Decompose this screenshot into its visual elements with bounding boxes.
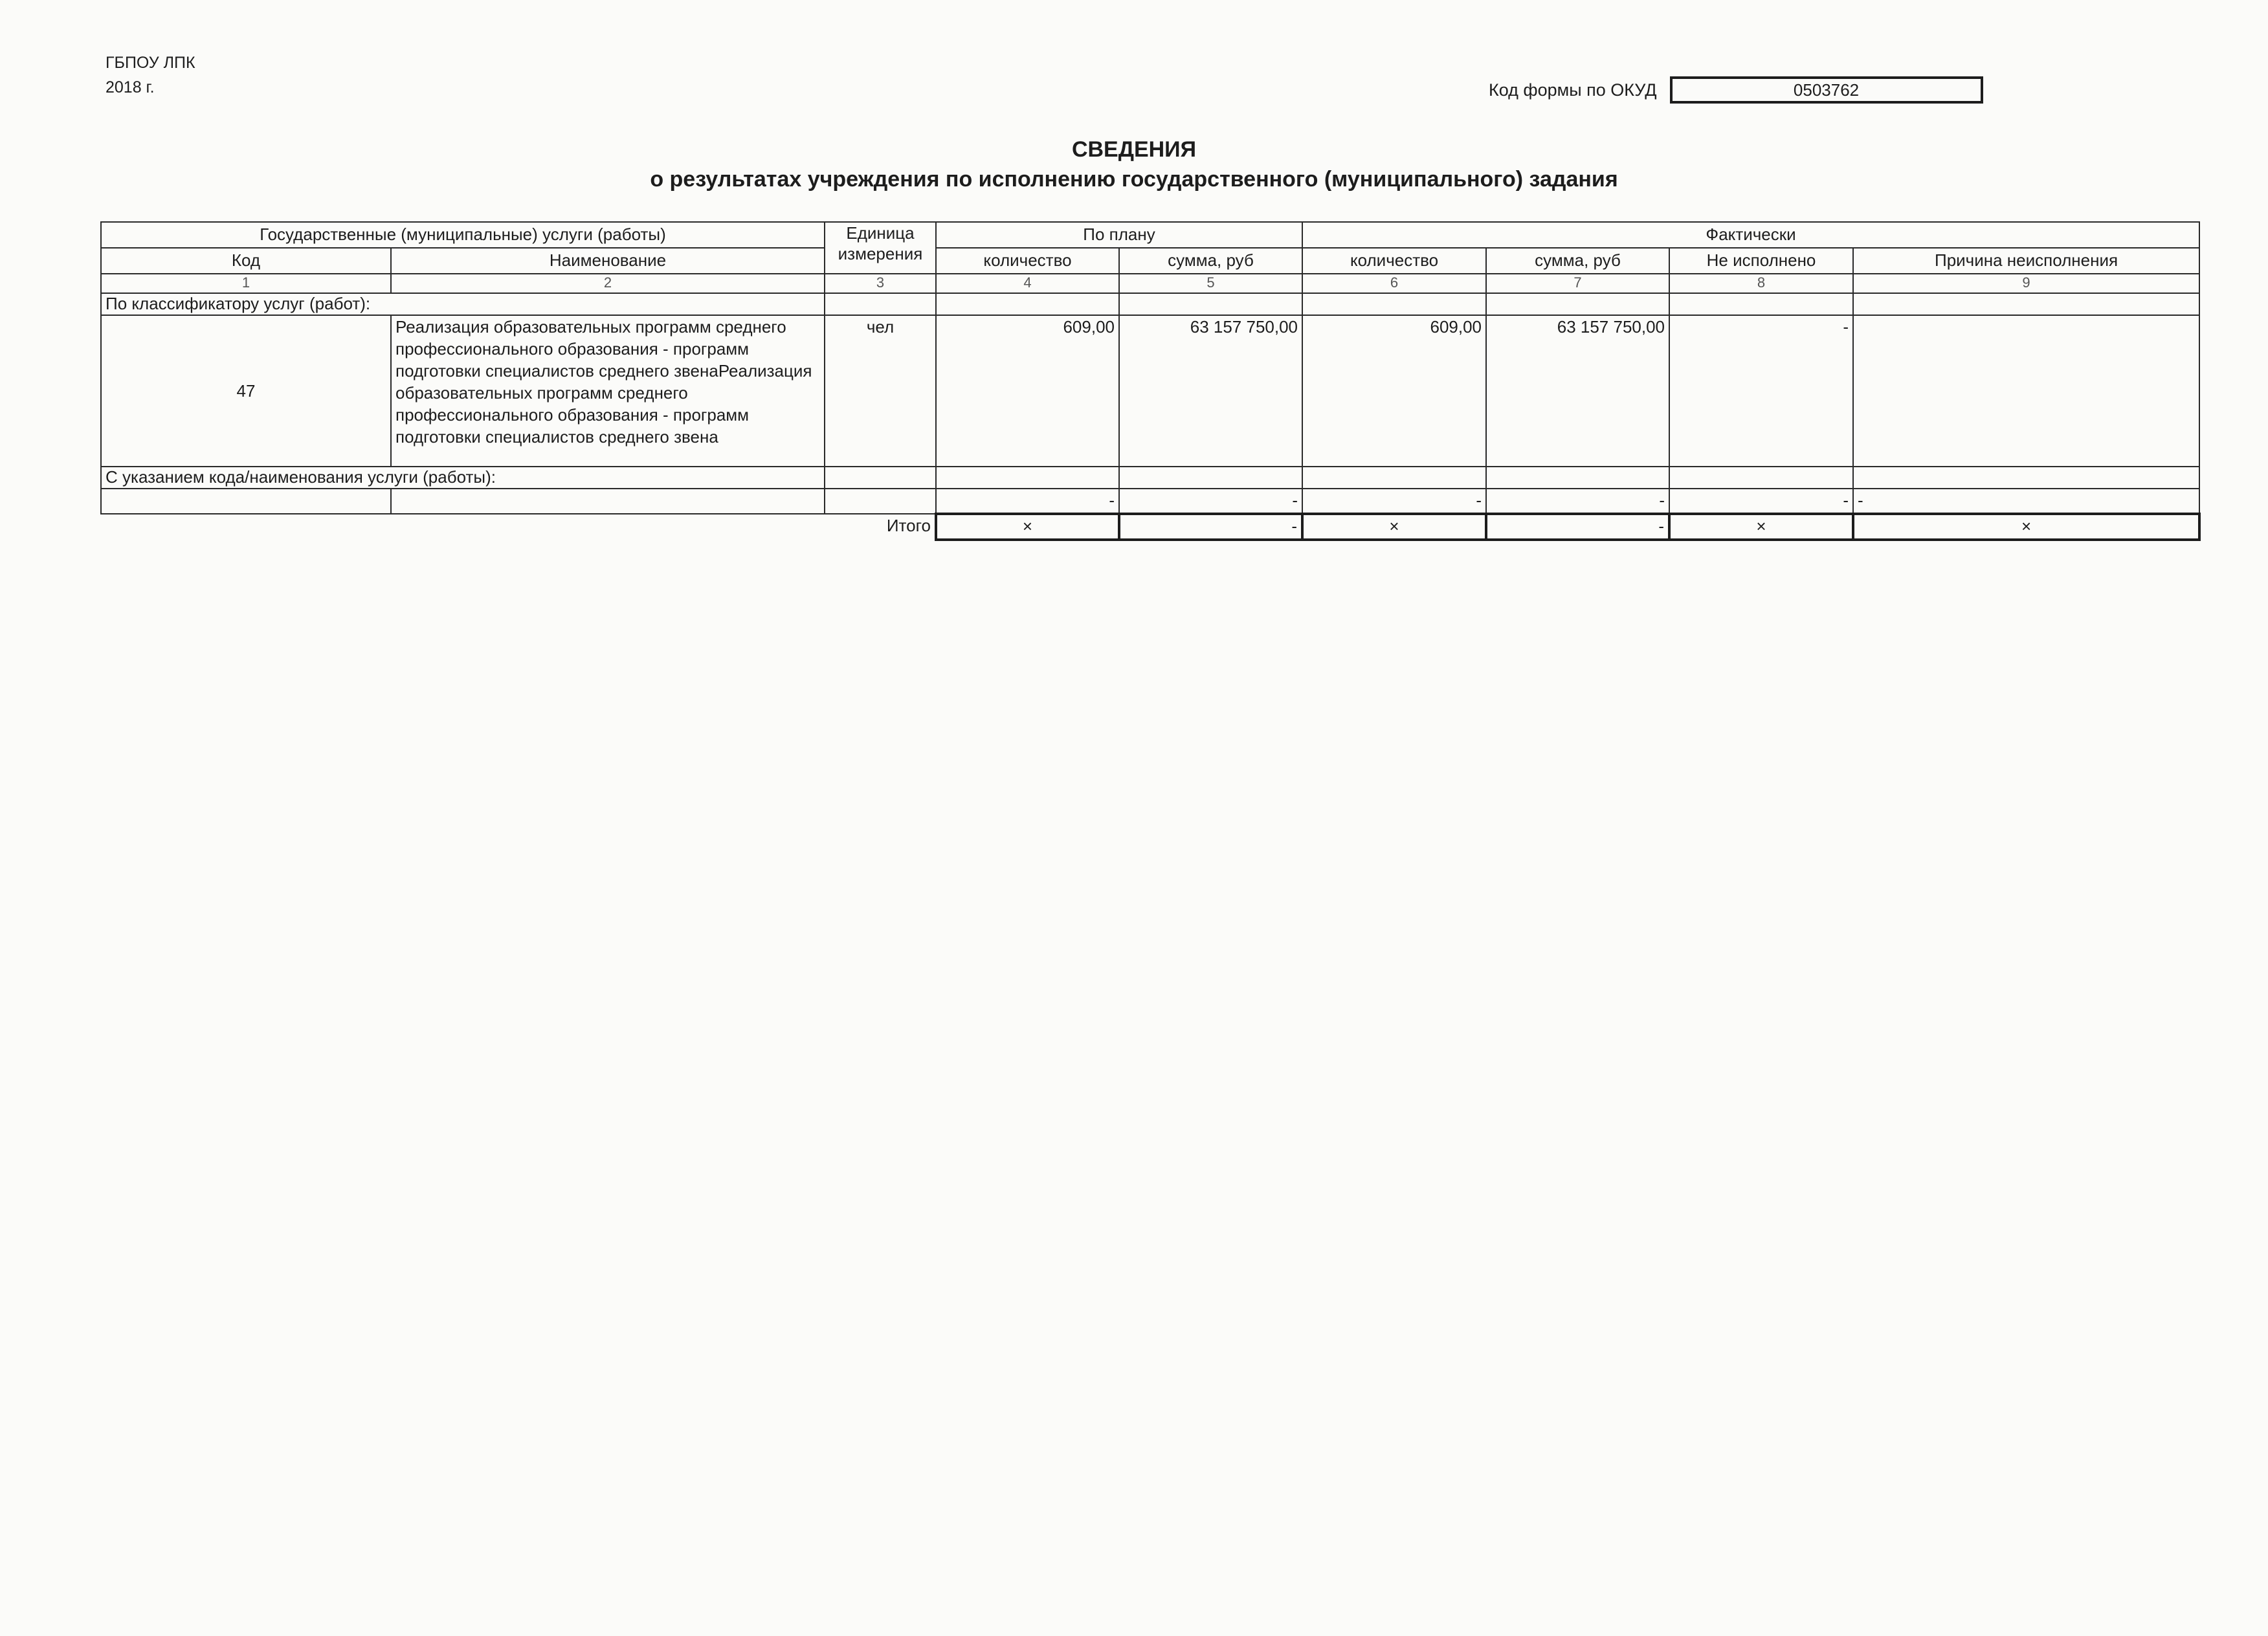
empty-cell	[936, 467, 1119, 489]
report-year: 2018 г.	[106, 78, 155, 96]
column-number: 2	[391, 274, 825, 293]
empty-cell	[1119, 293, 1302, 315]
service-unit: чел	[825, 315, 936, 467]
header-row-2	[101, 248, 2199, 274]
actual-sum: -	[1486, 489, 1669, 514]
section-classifier-label: По классификатору услуг (работ):	[101, 293, 825, 315]
total-actual-quantity: ×	[1302, 514, 1486, 540]
actual-quantity: -	[1302, 489, 1486, 514]
column-number: 9	[1853, 274, 2199, 293]
header-act-sum: сумма, руб	[1486, 248, 1669, 274]
empty-cell	[1486, 293, 1669, 315]
header-services: Государственные (муниципальные) услуги (работы)	[101, 222, 825, 248]
empty-cell	[1669, 293, 1853, 315]
plan-sum: -	[1119, 489, 1302, 514]
column-number: 7	[1486, 274, 1669, 293]
total-not-done: ×	[1669, 514, 1853, 540]
total-actual-sum: -	[1486, 514, 1669, 540]
column-number: 3	[825, 274, 936, 293]
not-done: -	[1669, 315, 1853, 467]
empty-cell	[1853, 293, 2199, 315]
column-number-row	[101, 274, 2199, 293]
header-not-done: Не исполнено	[1669, 248, 1853, 274]
okud-code-box: 0503762	[1670, 76, 1983, 104]
organization-block	[106, 50, 195, 100]
service-name: Реализация образовательных программ среднего профессионального образования - программ подготовки специалистов среднего звенаРеализация образовательных программ среднего профессионального образования - программ подготовки специалистов среднего звена	[391, 315, 825, 467]
header-reason: Причина неисполнения	[1853, 248, 2199, 274]
header-code: Код	[101, 248, 391, 274]
empty-cell	[1302, 293, 1486, 315]
header-plan-qty: количество	[936, 248, 1119, 274]
document-title	[0, 135, 2268, 194]
header-plan: По плану	[936, 222, 1302, 248]
empty-cell	[1302, 467, 1486, 489]
title-subtitle: о результатах учреждения по исполнению государственного (муниципального) задания	[650, 167, 1618, 192]
header-plan-sum: сумма, руб	[1119, 248, 1302, 274]
column-number: 6	[1302, 274, 1486, 293]
okud-label: Код формы по ОКУД	[1489, 80, 1657, 100]
table-row	[101, 315, 2199, 467]
empty-cell	[1119, 467, 1302, 489]
empty-cell	[825, 489, 936, 514]
organization-name: ГБПОУ ЛПК	[106, 54, 195, 72]
column-number: 5	[1119, 274, 1302, 293]
empty-cell	[825, 293, 936, 315]
actual-sum: 63 157 750,00	[1486, 315, 1669, 467]
column-number: 4	[936, 274, 1119, 293]
total-row	[101, 514, 2199, 540]
empty-cell	[1669, 467, 1853, 489]
okud-block	[1489, 76, 1983, 104]
empty-cell	[391, 489, 825, 514]
section-specified-row	[101, 467, 2199, 489]
total-reason: ×	[1853, 514, 2199, 540]
empty-cell	[1853, 467, 2199, 489]
section-classifier-row	[101, 293, 2199, 315]
section-specified-label: С указанием кода/наименования услуги (работы):	[101, 467, 825, 489]
empty-cell	[1486, 467, 1669, 489]
empty-cell	[825, 467, 936, 489]
table-row	[101, 489, 2199, 514]
report-table	[100, 221, 2201, 541]
total-plan-sum: -	[1119, 514, 1302, 540]
empty-cell	[101, 489, 391, 514]
empty-cell	[936, 293, 1119, 315]
failure-reason: -	[1853, 489, 2199, 514]
header-unit: Единица измерения	[825, 222, 936, 274]
plan-quantity: -	[936, 489, 1119, 514]
header-row-1	[101, 222, 2199, 248]
header-name: Наименование	[391, 248, 825, 274]
column-number: 8	[1669, 274, 1853, 293]
total-plan-quantity: ×	[936, 514, 1119, 540]
empty-cell	[101, 514, 391, 540]
not-done: -	[1669, 489, 1853, 514]
failure-reason	[1853, 315, 2199, 467]
header-act-qty: количество	[1302, 248, 1486, 274]
header-actual: Фактически	[1302, 222, 2199, 248]
plan-sum: 63 157 750,00	[1119, 315, 1302, 467]
total-label: Итого	[825, 514, 936, 540]
column-number: 1	[101, 274, 391, 293]
title-main: СВЕДЕНИЯ	[1071, 137, 1197, 162]
empty-cell	[391, 514, 825, 540]
plan-quantity: 609,00	[936, 315, 1119, 467]
actual-quantity: 609,00	[1302, 315, 1486, 467]
service-code: 47	[101, 315, 391, 467]
